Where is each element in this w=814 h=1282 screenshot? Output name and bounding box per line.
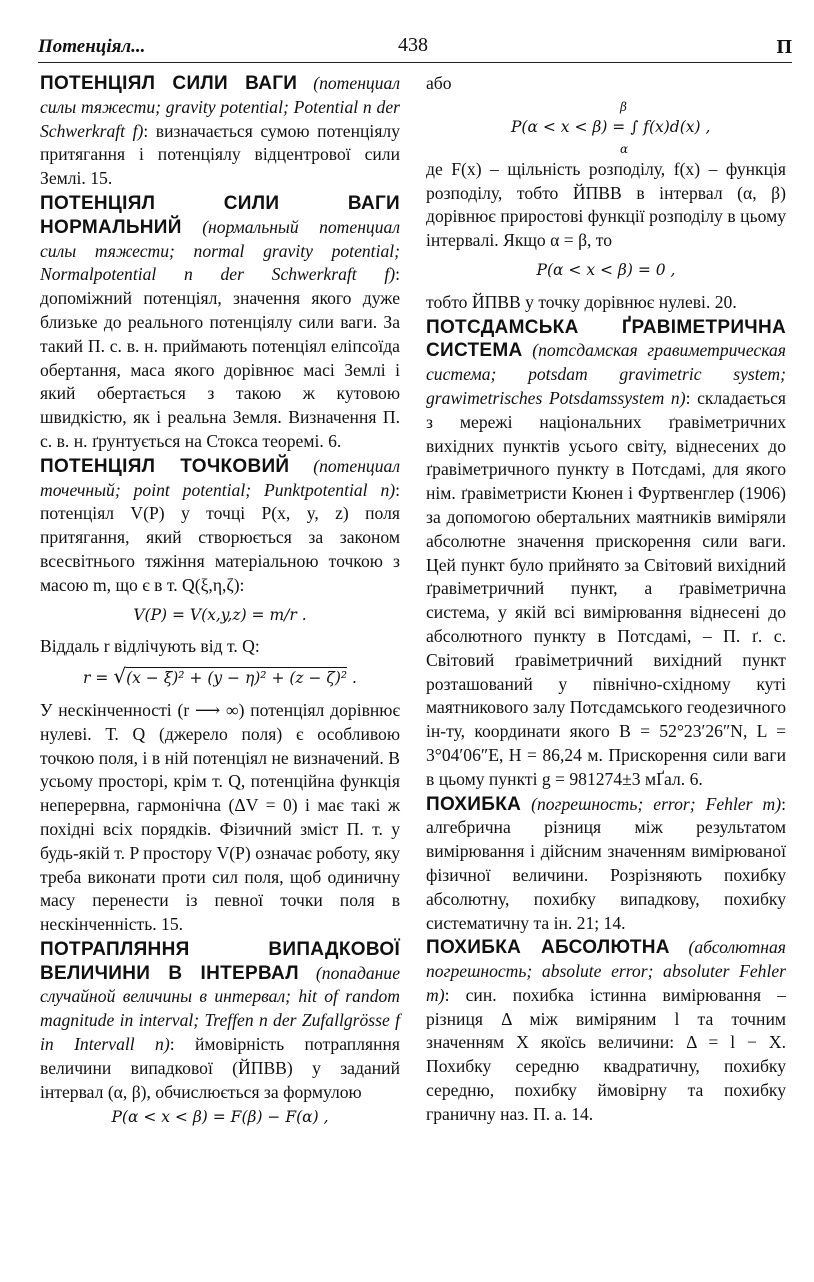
entry-potsdam-system bbox=[426, 316, 786, 792]
paragraph: У нескінченності (r ⟶ ∞) потенціял дорівнює нулеві. Т. Q (джерело поля) є особливою точкою поля, і в ній потенціял не визначений. В усьому просторі, крім т. Q, потенційна функція неперервна, гармонічна (ΔV = 0) і має такі ж похідні всіх порядків. Фізичний зміст П. т. у будь-якій т. P простору V(P) означає роботу, яку треба виконати проти сил поля, щоб одиничну масу перенести із певної точки поля в нескінченність. 15. bbox=[40, 699, 400, 935]
entry-normal-gravity-potential bbox=[40, 192, 400, 454]
entry-error bbox=[426, 793, 786, 936]
formula-end: . bbox=[347, 669, 357, 688]
entry-hit-in-interval bbox=[40, 938, 400, 1105]
formula-distance bbox=[40, 665, 400, 691]
definition: : син. похибка істинна вимірювання – різниця Δ між виміряним l та точним значенням X якоїсь величини: Δ = l − X. Похибку середню квадратичну, похибку середню, похибку ймовірну та похибку граничну наз. П. а. 14. bbox=[426, 984, 786, 1124]
section-letter: П bbox=[776, 36, 792, 58]
headword: ПОХИБКА АБСОЛЮТНА bbox=[426, 937, 670, 959]
definition: : допоміжний потенціял, значення якого дуже близьке до реального потенціялу сили ваги. За такий П. с. в. н. приймають потенціял еліпсоїда обертання, маса якого дорівнює масі Землі і який обертається з такою ж кутовою швидкістю, як і реальна Земля. Визначення П. с. в. н. ґрунтується на Стокса теоремі. 6. bbox=[40, 264, 400, 451]
headword: ПОТСДАМСЬКА ҐРАВІМЕТРИЧНА СИСТЕМА bbox=[426, 316, 786, 362]
headword: ПОХИБКА bbox=[426, 793, 522, 815]
entry-absolute-error bbox=[426, 936, 786, 1126]
formula-lhs: r = bbox=[83, 669, 109, 688]
radicand: (x − ξ)² + (y − η)² + (z − ζ)² bbox=[126, 669, 348, 688]
page-number: 438 bbox=[398, 34, 428, 56]
paragraph: Віддаль r відлічують від т. Q: bbox=[40, 636, 260, 657]
translations: (потенциал точечный; point potential; Punktpotential n) bbox=[40, 455, 400, 500]
paragraph: тобто ЙПВВ у точку дорівнює нулеві. 20. bbox=[426, 291, 737, 312]
paragraph: де F(x) – щільність розподілу, f(x) – функція розподілу, тобто ЙПВВ в інтервал (α, β) дорівнює приростові функції розподілу в цьому інтервалі. Якщо α = β, то bbox=[426, 158, 786, 251]
integral-upper-limit: β bbox=[620, 99, 627, 114]
definition: : потенціял V(P) у точці P(x, y, z) поля притягання, який створюється за законом всесвітнього тяжіння матеріальною точкою з масою m, що є в т. Q(ξ,η,ζ): bbox=[40, 479, 400, 595]
translations: (абсолютная погрешность; absolute error; absoluter Fehler m) bbox=[426, 937, 786, 1005]
right-column bbox=[426, 72, 786, 1128]
headword: ПОТЕНЦІЯЛ СИЛИ ВАГИ bbox=[40, 73, 298, 94]
entry-point-potential bbox=[40, 455, 400, 598]
headword: ПОТРАПЛЯННЯ ВИПАДКОВОЇ ВЕЛИЧИНИ В ІНТЕРВАЛ bbox=[40, 938, 400, 984]
headword: ПОТЕНЦІЯЛ СИЛИ ВАГИ НОРМАЛЬНИЙ bbox=[40, 192, 400, 238]
left-column bbox=[40, 72, 400, 1138]
formula-integral bbox=[426, 96, 786, 158]
header-rule bbox=[38, 62, 792, 63]
definition: : ймовірність потрапляння величини випадкової (ЙПВВ) у заданий інтервал (α, β), обчислюється за формулою bbox=[40, 1034, 400, 1102]
page-header bbox=[38, 32, 792, 68]
formula-interval-probability: P(α < x < β) = F(β) − F(α) , bbox=[111, 1108, 329, 1127]
definition: : алгебрична різниця між результатом вимірювання і дійсним значенням вимірюваної фізичної величини. Розрізняють похибку абсолютну, похибку випадкову, похибку систематичну та ін. 21; 14. bbox=[426, 793, 786, 933]
running-head: Потенціял... bbox=[38, 36, 146, 57]
translations: (погрешность; error; Fehler m) bbox=[531, 793, 782, 814]
entry-gravity-potential bbox=[40, 72, 400, 191]
translations: (нормальный потенциал силы тяжести; normal gravity potential; Normalpotential n der Schwerkraft f) bbox=[40, 216, 400, 285]
definition: : визначається сумою потенціялу притягання і потенціялу відцентрової сили Землі. 15. bbox=[40, 120, 400, 189]
translations: (потенциал силы тяжести; gravity potential; Potential n der Schwerkraft f) bbox=[40, 73, 400, 141]
formula-point-probability: P(α < x < β) = 0 , bbox=[536, 260, 676, 279]
paragraph: або bbox=[426, 73, 452, 93]
sqrt-icon: √ bbox=[113, 664, 127, 689]
definition: : складається з мережі національних ґравіметричних вихідних пунктів усього світу, віднесених до ґравіметричного пункту в Потсдамі, для якого нім. ґравіметристи Кюнен і Фуртвенглер (1906) за допомогою обертальних маятників виміряли абсолютне значення прискорення сили ваги. Цей пункт було прийнято за Світовий вихідний ґравіметричний пункт, а ґравіметрична система, у якій всі вимірювання віднесені до абсолютного пункту в Потсдамі, – П. ґ. с. Світовий ґравіметричний вихідний пункт розташований у північно-східному куті маятникового залу Потсдамського геодезичного ін-ту, координати якого B = 52°23′26″N, L = 3°04′06″E, H = 86,24 м. Прискорення сили ваги в цьому пункті g = 981274±3 мҐал. 6. bbox=[426, 387, 786, 789]
integral-expression: P(α < x < β) = ∫ f(x)d(x) , bbox=[511, 117, 711, 136]
formula-potential: V(P) = V(x,y,z) = m/r . bbox=[133, 605, 307, 624]
translations: (попадание случайной величины в интервал; hit of random magnitude in interval; Treffen n der Zufallgrösse f in Intervall n) bbox=[40, 962, 400, 1055]
translations: (потсдамская гравиметрическая система; potsdam gravimetric system; grawimetrisches Potsdamssystem n) bbox=[426, 340, 786, 408]
integral-lower-limit: α bbox=[620, 141, 629, 156]
headword: ПОТЕНЦІЯЛ ТОЧКОВИЙ bbox=[40, 455, 290, 477]
